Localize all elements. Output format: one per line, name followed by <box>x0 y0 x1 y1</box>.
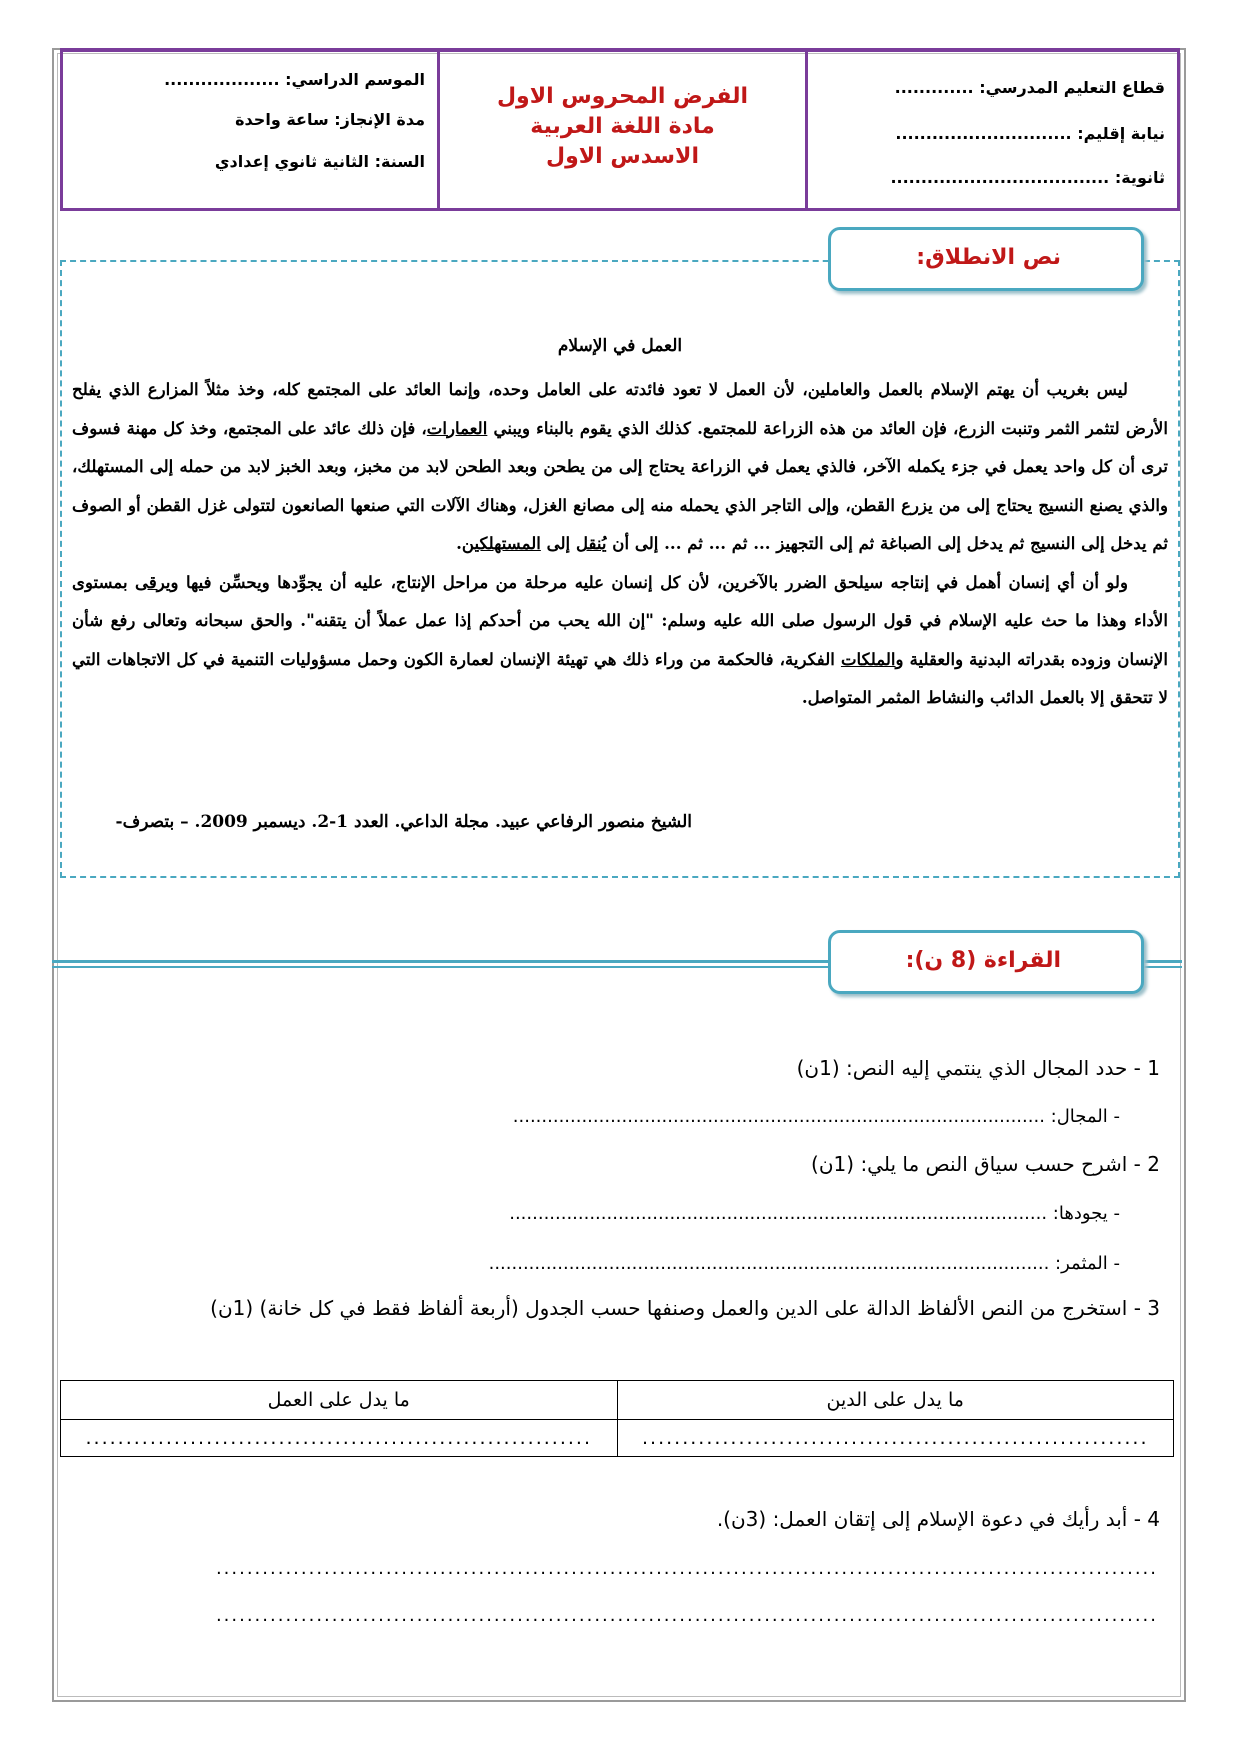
answer-line-2[interactable]: .......................................................................................................................... <box>215 1605 1158 1626</box>
passage-paragraph-2 <box>72 563 1168 717</box>
answer-field-muthmir[interactable]: - المثمر: .................................................................................................. <box>488 1253 1120 1274</box>
question-4: 4 - أبد رأيك في دعوة الإسلام إلى إتقان العمل: (3ن). <box>716 1507 1160 1531</box>
column-religion: ما يدل على الدين <box>617 1381 1174 1420</box>
text-title: العمل في الإسلام <box>557 336 683 356</box>
semester-title: الاسدس الاول <box>546 144 699 169</box>
answer-field-domain[interactable]: - المجال: ............................................................................................. <box>512 1106 1120 1127</box>
question-3: 3 - استخرج من النص الألفاظ الدالة على الدين والعمل وصنفها حسب الجدول (أربعة ألفاظ فقط في كل خانة) (1ن) <box>210 1296 1160 1320</box>
underlined-word-faculties: الملكات <box>840 648 896 669</box>
school-dots: .................................... <box>890 168 1110 187</box>
underlined-word-buildings: العمارات <box>426 417 488 438</box>
underlined-word-consumers: المستهلكين <box>461 533 541 553</box>
province-dots: ............................. <box>895 124 1072 143</box>
p2-part-b: بمستوى الأداء وهذا ما حث عليه الإسلام في قول الرسول صلى الله عليه وسلم: "إن الله يحب من أحدكم إذا عمل عملاً أن يتقنه". والحق سبحانه وتعالى رفع شأن الإنسان وزوده بقدراته البدنية والعقلية و <box>72 571 1168 669</box>
section-reading-label: القراءة (8 ن): <box>828 930 1144 994</box>
passage-paragraph-1 <box>72 370 1168 563</box>
header-exam-info <box>60 52 437 208</box>
question-1: 1 - حدد المجال الذي ينتمي إليه النص: (1ن) <box>796 1056 1160 1080</box>
header-school-info <box>805 52 1180 208</box>
subject-title: مادة اللغة العربية <box>530 114 715 139</box>
season-label: الموسم الدراسي: <box>285 70 425 89</box>
p2-part-c: الفكرية، فالحكمة من وراء ذلك هي تهيئة الإنسان لعمارة الكون وحمل مسؤوليات التنمية في كل الاتجاهات التي لا تتحقق إلا بالعمل الدائب والنشاط المثمر المتواصل. <box>72 648 1168 707</box>
classification-table <box>60 1380 1174 1457</box>
school-label: ثانوية: <box>1114 168 1165 187</box>
section-text-label: نص الانطلاق: <box>828 227 1144 291</box>
answer-line-1[interactable]: .......................................................................................................................... <box>215 1558 1158 1579</box>
season-line <box>164 70 425 89</box>
province-label: نيابة إقليم: <box>1077 124 1165 143</box>
passage <box>72 370 1168 717</box>
question-2: 2 - اشرح حسب سياق النص ما يلي: (1ن) <box>811 1152 1160 1176</box>
cell-work-answer[interactable]: ............................................................... <box>61 1420 618 1457</box>
grade-line: السنة: الثانية ثانوي إعدادي <box>214 152 425 171</box>
p2-part-a: ولو أن أي إنسان أهمل في إنتاجه سيلحق الضرر بالآخرين، لأن كل إنسان عليه مرحلة من مراحل الإنتاج، عليه أن يجوِّدها ويحسِّن فيها <box>178 571 1128 592</box>
exam-header <box>60 48 1180 211</box>
p1-part-c: إلى <box>540 533 576 553</box>
exam-title: الفرض المحروس الاول <box>496 84 749 109</box>
duration-line: مدة الإنجاز: ساعة واحدة <box>235 110 425 129</box>
p1-part-a: ليس بغريب أن يهتم الإسلام بالعمل والعاملين، لأن العمل لا تعود فائدته على العامل وحده، وإنما العائد على المجتمع كله، وخذ مثلاً المزارع الذي يفلح الأرض لتثمر الثمر وتنبت الزرع، فإن العائد من هذه الزراعة للمجتمع. كذلك الذي يقوم بالبناء ويبني <box>72 379 1168 438</box>
text-source: الشيخ منصور الرفاعي عبيد. مجلة الداعي. العدد 1-2. ديسمبر 2009. – بتصرف- <box>115 812 692 832</box>
sector-dots: ............. <box>894 78 974 97</box>
underlined-word-rises: ويرقى <box>134 571 179 592</box>
p1-part-d: . <box>456 533 462 553</box>
header-exam-title <box>437 52 805 208</box>
underlined-word-moved: يُنقل <box>575 533 607 553</box>
season-dots: ................... <box>164 70 280 89</box>
province-line <box>895 124 1165 143</box>
sector-label: قطاع التعليم المدرسي: <box>979 78 1165 97</box>
school-line <box>890 168 1165 187</box>
sector-line <box>895 78 1165 97</box>
p1-part-b: ، فإن ذلك عائد على المجتمع، وخذ كل مهنة فسوف ترى أن كل واحد يعمل في جزء يكمله الآخر، فالذي يعمل في الزراعة يحتاج إلى من يطحن وبعد الطحن لابد من مخبز، وبعد الخبز لابد من حمله إلى المستهلك، والذي يصنع النسيج يحتاج إلى من يزرع القطن، وإلى التاجر الذي يحمله منه إلى مصانع الغزل، وهناك الآلات التي صنعها الصانعون لتتولى غزل القطن أو الصوف ثم يدخل إلى النسيج ثم يدخل إلى الصباغة ثم إلى التجهيز ... ثم ... ثم ... إلى أن <box>72 417 1168 553</box>
cell-religion-answer[interactable]: ............................................................... <box>617 1420 1174 1457</box>
answer-field-yujawiduha[interactable]: - يجودها: .............................................................................................. <box>509 1203 1120 1224</box>
column-work: ما يدل على العمل <box>61 1381 618 1420</box>
